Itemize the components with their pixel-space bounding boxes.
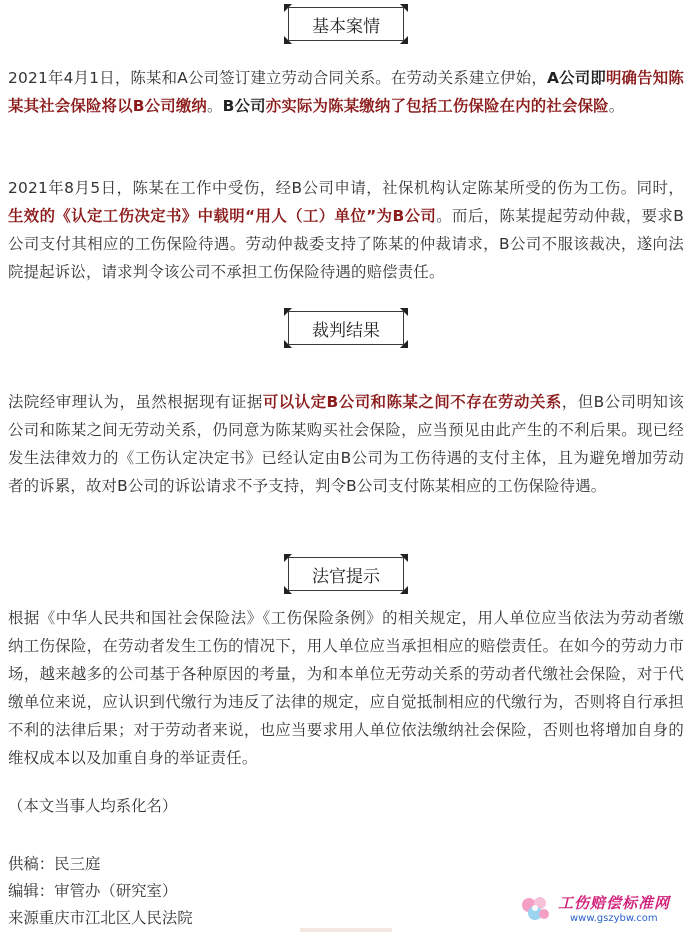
paragraph-case-1: 2021年4月1日，陈某和A公司签订建立劳动合同关系。在劳动关系建立伊始，A公司即明确告知陈某其社会保险将以B公司缴纳。B公司亦实际为陈某缴纳了包括工伤保险在内的社会保险。 xyxy=(8,69,684,115)
paragraph-judge-tip: 根据《中华人民共和国社会保险法》《工伤保险条例》的相关规定，用人单位应当依法为劳动者缴纳工伤保险，在劳动者发生工伤的情况下，用人单位应当承担相应的赔偿责任。在如今的劳动力市场，越来越多的公司基于各种原因的考量，为和本单位无劳动关系的劳动者代缴社会保险，对于代缴单位来说，应认识到代缴行为违反了法律的规定，应自觉抵制相应的代缴行为，否则将自行承担不利的法律后果；对于劳动者来说，也应当要求用人单位依法缴纳社会保险，否则也将增加自身的维权成本以及加重自身的举证责任。 xyxy=(8,609,684,767)
alias-note: （本文当事人均系化名） xyxy=(8,797,178,815)
watermark-name: 工伤赔偿标准网 xyxy=(558,894,671,912)
section-heading-judge-tip xyxy=(0,554,691,594)
flower-logo-icon xyxy=(518,894,552,924)
section-title: 法官提示 xyxy=(288,557,404,591)
watermark-url: www.gszybw.com xyxy=(570,913,658,924)
credit-source: 来源重庆市江北区人民法院 xyxy=(8,909,193,927)
bottom-divider xyxy=(300,928,392,932)
paragraph-judgment: 法院经审理认为，虽然根据现有证据可以认定B公司和陈某之间不存在劳动关系，但B公司明知该公司和陈某之间无劳动关系，仍同意为陈某购买社会保险，应当预见由此产生的不利后果。现已经发生法律效力的《工伤认定决定书》已经认定由B公司为工伤待遇的支付主体，且为避免增加劳动者的诉累，故对B公司的诉讼请求不予支持，判令B公司支付陈某相应的工伤保险待遇。 xyxy=(8,393,685,495)
site-watermark xyxy=(518,892,688,928)
section-title: 裁判结果 xyxy=(288,311,404,345)
section-title: 基本案情 xyxy=(288,7,404,41)
credit-contributor: 供稿：民三庭 xyxy=(8,855,101,873)
paragraph-case-2: 2021年8月5日，陈某在工作中受伤，经B公司申请，社保机构认定陈某所受的伤为工伤。同时，生效的《认定工伤决定书》中载明“用人（工）单位”为B公司。而后，陈某提起劳动仲裁，要求B公司支付其相应的工伤保险待遇。劳动仲裁委支持了陈某的仲裁请求，B公司不服该裁决，遂向法院提起诉讼，请求判令该公司不承担工伤保险待遇的赔偿责任。 xyxy=(8,179,684,281)
credit-editor: 编辑：审管办（研究室） xyxy=(8,882,178,900)
section-heading-judgment xyxy=(0,308,691,348)
section-heading-basic-case xyxy=(0,4,691,44)
